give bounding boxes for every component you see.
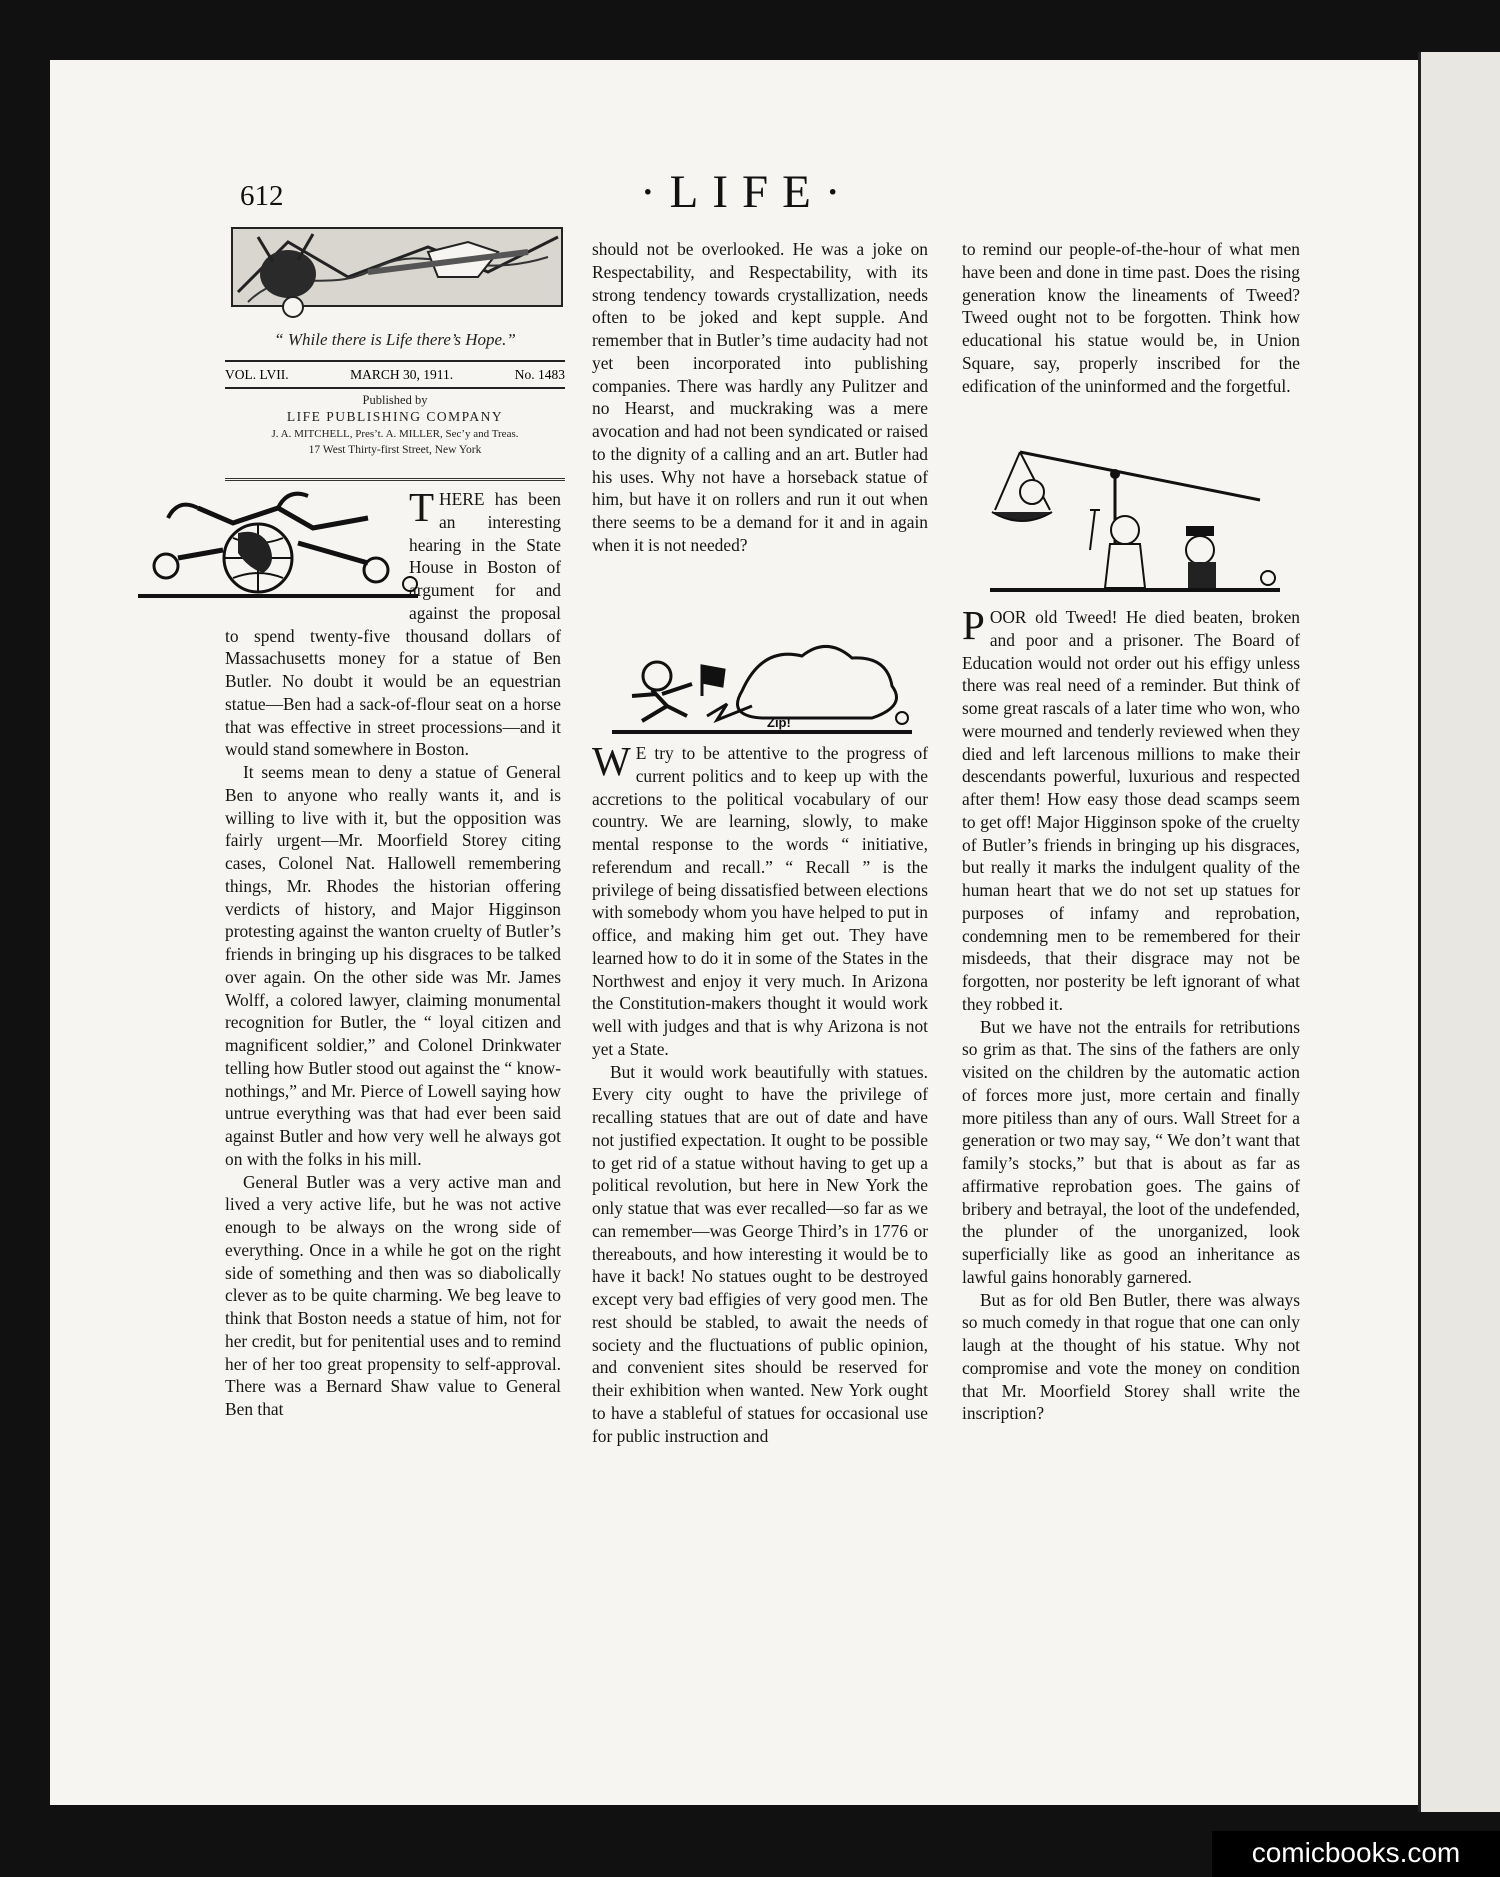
article-column-1 [225, 484, 561, 1421]
article-paragraph: It seems mean to deny a statue of General Ben to anyone who really wants it, and is willing to live with it, but the opposition was fairly urgent—Mr. Moorfield Storey citing cases, Colonel Nat. Hallowell remembering things, Mr. Rhodes the historian offering verdicts of history, and Major Higginson protesting against the wanton cruelty of Butler’s friends in bringing up his disgraces to be talked over again. On the other side was Mr. James Wolff, a colored lawyer, claiming monumental recognition for Butler, the “ loyal citizen and magnificent soldier,” and Colonel Drinkwater telling how Butler stood out against the “ know-nothings,” and Mr. Pierce of Lowell saying how untrue everything was that had ever been said against Butler and how very well he always got on with the folks in his mill. [225, 762, 561, 1169]
article-paragraph: But we have not the entrails for retributions so grim as that. The sins of the fathers are only visited on the children by the automatic action of forces more just, more certain and finally more pitiless than any of ours. Wall Street for a generation or two may say, “ We don’t want that family’s stocks,” but that is about as far as affirmative reprobation goes. The gains of bribery and betrayal, the loot of the undefended, the plunder of the unorganized, look superficially like as good an inheritance as lawful gains honorably garnered. [962, 1016, 1300, 1287]
article-paragraph: should not be overlooked. He was a joke on Respectability, and Respectability, with its strong tendency towards crystallization, needs often to be joked and kept supple. And remember that in Butler’s time audacity had not yet been incorporated into publishing companies. There was hardly any Pulitzer and no Hearst, and muckraking was a mere avocation and had not been syndicated or raised to the dignity of a calling and an art. Butler had his uses. Why not have a horseback statue of him, but have it on rollers and run it out when there seems to be a demand for it and in again when it is not needed? [592, 239, 928, 555]
article-column-2-continued [592, 738, 928, 1447]
article-paragraph: OOR old Tweed! He died beaten, broken and poor and a prisoner. The Board of Education would not order out his effigy unless there was real need of a reminder. But think of some great rascals of a later time who won, who were mourned and tenderly reviewed when they died and left larcenous millions to make their descendants powerful, luxurious and respected after them! How easy those dead scamps seem to get off! Major Higginson spoke of the cruelty of Butler’s friends in bringing up his disgraces, but really it marks the indulgent quality of the human heart that we do not set up statues for purposes of infamy and reprobation, condemning men to be remembered for their misdeeds, that their disgrace may not be forgotten, nor posterity be left ignorant of what they robbed it. [962, 607, 1300, 1014]
issue-number: No. 1483 [514, 367, 565, 382]
issue-date: MARCH 30, 1911. [350, 367, 454, 382]
volume-line [225, 360, 565, 389]
site-watermark: comicbooks.com [1212, 1831, 1500, 1877]
article-column-2 [592, 238, 928, 557]
article-paragraph: HERE has been an interesting hearing in the State House in Boston of argument for and against the proposal to spend twenty-five thousand dollars of Massachusetts money for a statue of Ben Butler. No doubt it would be an equestrian statue—Ben had a sack-of-flour seat on a horse that was effective in street processions—and it would stand somewhere in Boston. [225, 489, 561, 760]
drop-cap: T [409, 484, 435, 530]
article-paragraph: General Butler was a very active man and lived a very active life, but he was not active enough to be always on the wrong side of everything. Once in a while he got on the right side of something and then was so diabolically clever as to be quite charming. We beg leave to think that Boston needs a statue of him, not for her credit, but for penitential uses and to remind her of her too great propensity to self-approval. There was a Bernard Shaw value to General Ben that [225, 1171, 561, 1419]
volume-number: VOL. LVII. [225, 367, 289, 382]
article-paragraph: E try to be attentive to the progress of current politics and to keep up with the accretions to the political vocabulary of our country. We are learning, slowly, to make mental response to the words “ initiative, referendum and recall.” “ Recall ” is the privilege of being dissatisfied between elections with somebody whom you have helped to put in office, and making him get out. They have learned how to do it in some of the States in the Northwest and enjoy it very much. In Arizona the Constitution-makers thought it would work well with judges and that is why Arizona is not yet a State. [592, 743, 928, 1059]
article-paragraph: But as for old Ben Butler, there was always so much comedy in that rogue that one can only laugh at the thought of his statue. Why not compromise and vote the money on condition that Mr. Moorfield Storey shall write the inscription? [962, 1289, 1300, 1424]
page-number: 612 [240, 180, 284, 212]
article-column-3 [962, 238, 1300, 397]
zip-label: Zip! [767, 715, 791, 730]
divider [225, 478, 565, 481]
facing-page-edge [1418, 52, 1500, 1812]
running-figure-cartoon-icon [612, 636, 912, 736]
article-paragraph: But it would work beautifully with statues. Every city ought to have the privilege of recalling statues that are out of date and have not justified expectation. It ought to be possible to get rid of a statue without having to get up a political revolution, but here in New York the only statue that was ever recalled—so far as we can remember—was George Third’s in 1776 or thereabouts, and how interesting it would be to have it back! No statues ought to be destroyed except very bad effigies of very good men. The rest should be stabled, to await the needs of society and the fluctuations of public opinion, and convenient sites should be reserved for their exhibition when wanted. New York ought to have a stableful of statues for occasional use for public instruction and [592, 1061, 928, 1446]
publisher-address: 17 West Thirty-first Street, New York [308, 444, 482, 456]
publisher-block [225, 392, 565, 458]
publisher-company: LIFE PUBLISHING COMPANY [286, 409, 504, 424]
article-paragraph: to remind our people-of-the-hour of what men have been and done in time past. Does the rising generation know the lineaments of Tweed? Tweed ought not to be forgotten. Think how educational his statue would be, in Union Square, say, properly inscribed for the edification of the uninformed and the forgetful. [962, 239, 1300, 396]
header-vignette-icon [228, 222, 566, 322]
published-by: Published by [362, 393, 428, 407]
drop-cap: P [962, 602, 985, 648]
article-column-3-continued [962, 602, 1300, 1425]
masthead-title: ·LIFE· [640, 166, 855, 218]
drop-cap: W [592, 738, 631, 784]
publisher-officers: J. A. MITCHELL, Pres’t. A. MILLER, Sec’y and Treas. [271, 428, 519, 440]
masthead-motto: “ While there is Life there’s Hope.” [274, 330, 516, 349]
balance-scales-cartoon-icon [990, 440, 1280, 595]
